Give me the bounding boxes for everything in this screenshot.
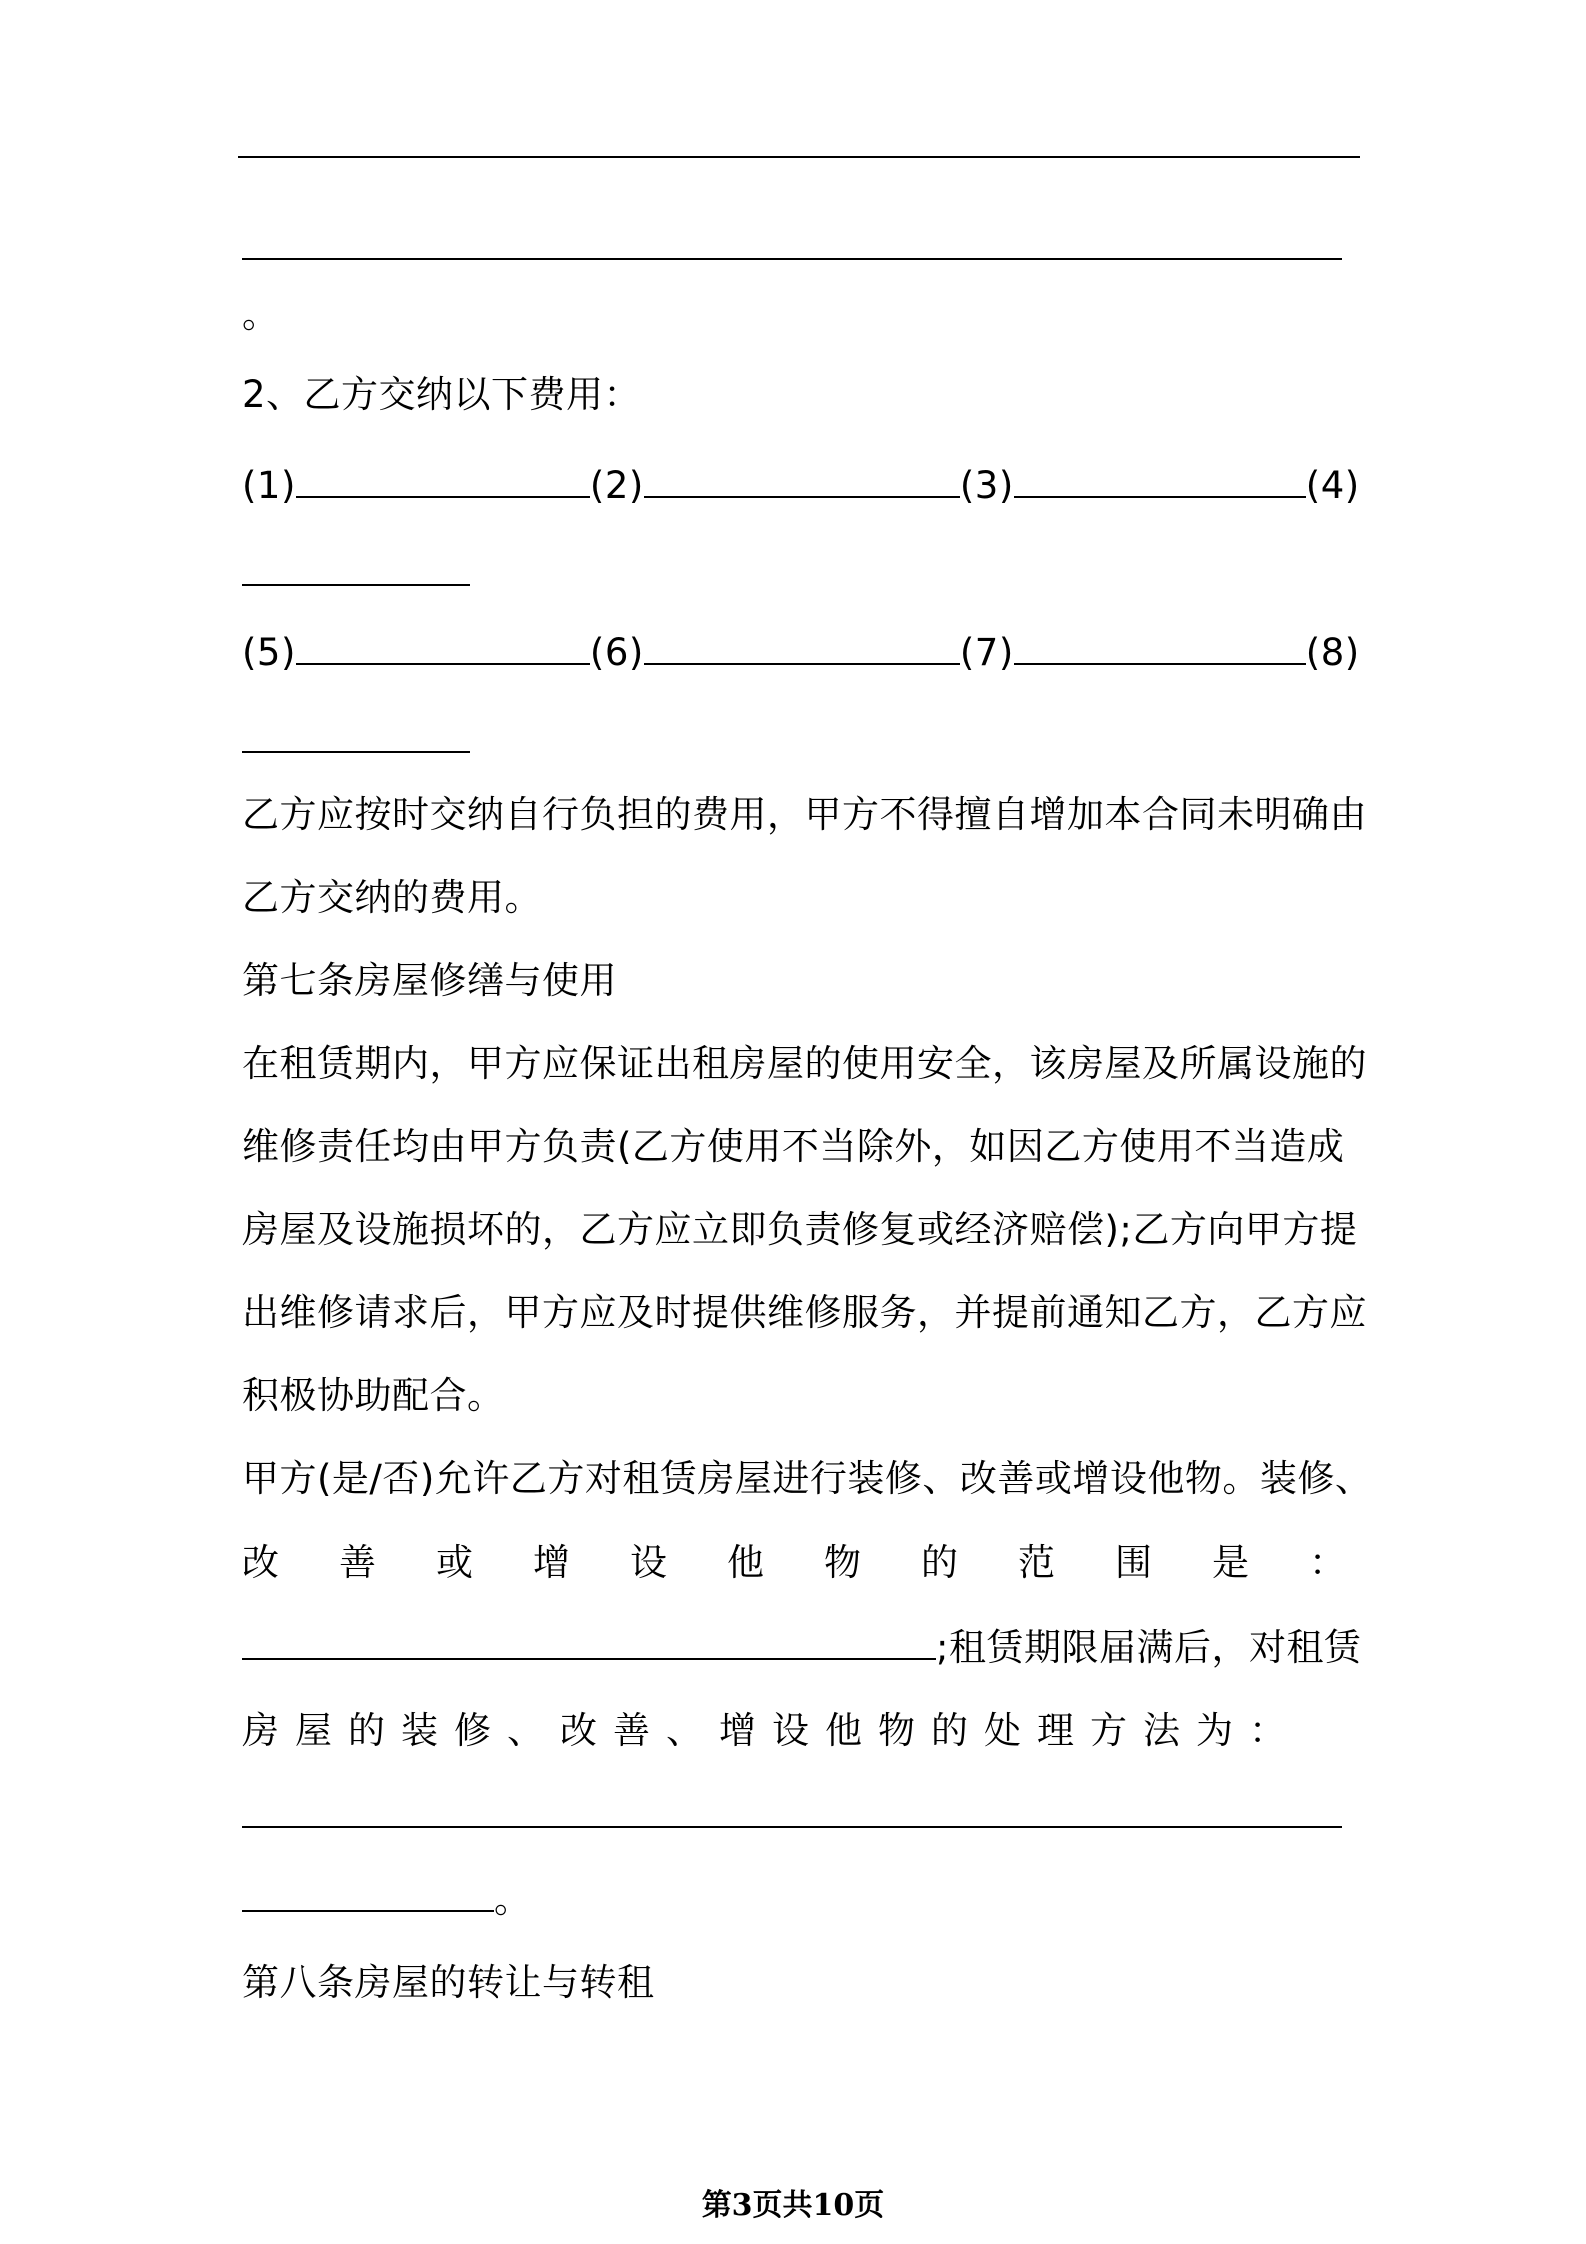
paragraph-line: 在租赁期内，甲方应保证出租房屋的使用安全，该房屋及所属设施的 <box>242 1042 1367 1085</box>
paragraph-line: 房屋及设施损坏的，乙方应立即负责修复或经济赔偿);乙方向甲方提 <box>242 1208 1358 1251</box>
header-rule <box>238 156 1360 158</box>
article-7-heading: 第七条房屋修缮与使用 <box>242 959 617 1002</box>
blank-with-text-line: ;租赁期限届满后，对租赁 <box>242 1622 1358 1673</box>
paragraph-line-spaced: 房屋的装修、改善、增设他物的处理方法为： <box>242 1709 1302 1752</box>
fee-row-1: (1) (2) (3) (4) <box>242 460 1358 511</box>
period-line: 。 <box>242 293 280 336</box>
paragraph-line: 乙方应按时交纳自行负担的费用，甲方不得擅自增加本合同未明确由 <box>242 793 1367 836</box>
paragraph-line: 乙方交纳的费用。 <box>242 876 542 919</box>
blank-line <box>242 548 1358 599</box>
article-8-heading: 第八条房屋的转让与转租 <box>242 1961 655 2004</box>
blank-line <box>242 1790 1358 1841</box>
paragraph-line: 积极协助配合。 <box>242 1374 505 1417</box>
page-number: 第3页共10页 <box>701 2188 885 2223</box>
blank-line <box>242 715 1358 766</box>
blank-line <box>242 222 1358 273</box>
paragraph-line: 甲方(是/否)允许乙方对租赁房屋进行装修、改善或增设他物。装修、 <box>242 1457 1373 1500</box>
fee-row-2: (5) (6) (7) (8) <box>242 627 1358 678</box>
paragraph-line: 维修责任均由甲方负责(乙方使用不当除外，如因乙方使用不当造成 <box>242 1125 1345 1168</box>
item-2-heading: 2、乙方交纳以下费用： <box>242 373 642 416</box>
paragraph-line-spaced: 改善或增设他物的范围是： <box>242 1541 1406 1584</box>
paragraph-line: 出维修请求后，甲方应及时提供维修服务，并提前通知乙方，乙方应 <box>242 1291 1367 1334</box>
blank-end-line: 。 <box>242 1874 1358 1925</box>
